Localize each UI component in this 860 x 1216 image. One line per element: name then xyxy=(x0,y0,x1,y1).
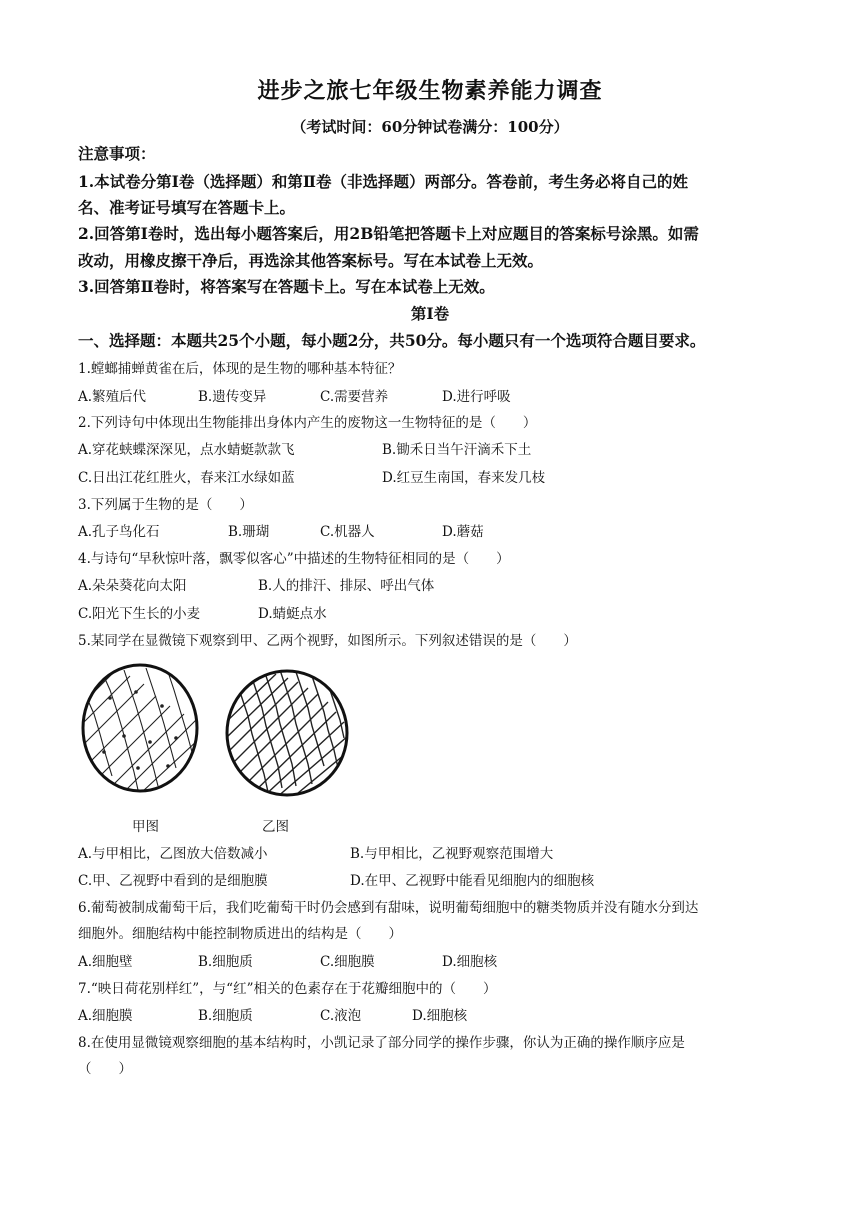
option-c: C.甲、乙视野中看到的是细胞膜 xyxy=(78,873,268,889)
option-d: D.细胞核 xyxy=(442,954,498,970)
option-d: D.蘑菇 xyxy=(442,524,484,540)
figure-caption-yi: 乙图 xyxy=(262,819,289,835)
question-stem: 2.下列诗句中体现出生物能排出身体内产生的废物这一生物特征的是（ ） xyxy=(78,415,537,431)
question-stem: 1.螳螂捕蝉黄雀在后，体现的是生物的哪种基本特征？ xyxy=(78,361,402,377)
question-stem-continued: （ ） xyxy=(78,1061,132,1077)
question-stem: 4.与诗句“早秋惊叶落，飘零似客心”中描述的生物特征相同的是（ ） xyxy=(78,551,510,567)
volume-heading: 第Ⅰ卷 xyxy=(410,304,450,323)
section-heading: 一、选择题：本题共25个小题，每小题2分，共50分。每小题只有一个选项符合题目要求。 xyxy=(78,331,706,350)
option-c: C.日出江花红胜火，春来江水绿如蓝 xyxy=(78,470,295,486)
option-c: C.阳光下生长的小麦 xyxy=(78,606,201,622)
question-stem: 7.“映日荷花别样红”，与“红”相关的色素存在于花瓣细胞中的（ ） xyxy=(78,981,497,997)
option-a: A.朵朵葵花向太阳 xyxy=(78,578,187,594)
option-b: B.细胞质 xyxy=(198,1008,253,1024)
option-d: D.进行呼吸 xyxy=(442,389,511,405)
notice-line: 2.回答第Ⅰ卷时，选出每小题答案后，用2B铅笔把答题卡上对应题目的答案标号涂黑。如需 xyxy=(78,224,699,243)
option-d: D.在甲、乙视野中能看见细胞内的细胞核 xyxy=(350,873,595,889)
option-b: B.锄禾日当午汗滴禾下土 xyxy=(382,442,532,458)
option-b: B.珊瑚 xyxy=(228,524,270,540)
option-d: D.蜻蜓点水 xyxy=(258,606,327,622)
notice-line: 3.回答第Ⅱ卷时，将答案写在答题卡上。写在本试卷上无效。 xyxy=(78,277,495,296)
exam-subtitle: （考试时间：60分钟试卷满分：100分） xyxy=(291,118,569,136)
question-stem-continued: 细胞外。细胞结构中能控制物质进出的结构是（ ） xyxy=(78,926,402,942)
option-a: A.孔子鸟化石 xyxy=(78,524,160,540)
option-b: B.细胞质 xyxy=(198,954,253,970)
micrograph-jia-figure xyxy=(80,662,200,794)
notice-line: 1.本试卷分第Ⅰ卷（选择题）和第Ⅱ卷（非选择题）两部分。答卷前，考生务必将自己的姓 xyxy=(78,172,688,191)
option-b: B.遗传变异 xyxy=(198,389,267,405)
question-stem: 5.某同学在显微镜下观察到甲、乙两个视野，如图所示。下列叙述错误的是（ ） xyxy=(78,633,577,649)
notice-line: 名、准考证号填写在答题卡上。 xyxy=(78,198,296,217)
micrograph-yi-figure xyxy=(222,666,352,800)
option-a: A.细胞壁 xyxy=(78,954,133,970)
option-a: A.繁殖后代 xyxy=(78,389,147,405)
notice-heading: 注意事项： xyxy=(78,144,156,163)
question-stem: 8.在使用显微镜观察细胞的基本结构时，小凯记录了部分同学的操作步骤，你认为正确的操作顺序应是 xyxy=(78,1035,685,1051)
option-c: C.机器人 xyxy=(320,524,375,540)
question-stem: 6.葡萄被制成葡萄干后，我们吃葡萄干时仍会感到有甜味，说明葡萄细胞中的糖类物质并没有随水分到达 xyxy=(78,900,699,916)
question-stem: 3.下列属于生物的是（ ） xyxy=(78,497,253,513)
option-b: B.与甲相比，乙视野观察范围增大 xyxy=(350,846,554,862)
option-c: C.细胞膜 xyxy=(320,954,375,970)
option-c: C.液泡 xyxy=(320,1008,362,1024)
option-a: A.与甲相比，乙图放大倍数减小 xyxy=(78,846,268,862)
option-a: A.穿花蛱蝶深深见，点水蜻蜓款款飞 xyxy=(78,442,295,458)
figure-caption-jia: 甲图 xyxy=(132,819,159,835)
notice-line: 改动，用橡皮擦干净后，再选涂其他答案标号。写在本试卷上无效。 xyxy=(78,251,544,270)
exam-title: 进步之旅七年级生物素养能力调查 xyxy=(257,78,603,104)
option-b: B.人的排汗、排尿、呼出气体 xyxy=(258,578,435,594)
option-a: A.细胞膜 xyxy=(78,1008,133,1024)
option-d: D.红豆生南国，春来发几枝 xyxy=(382,470,546,486)
option-c: C.需要营养 xyxy=(320,389,389,405)
option-d: D.细胞核 xyxy=(412,1008,468,1024)
